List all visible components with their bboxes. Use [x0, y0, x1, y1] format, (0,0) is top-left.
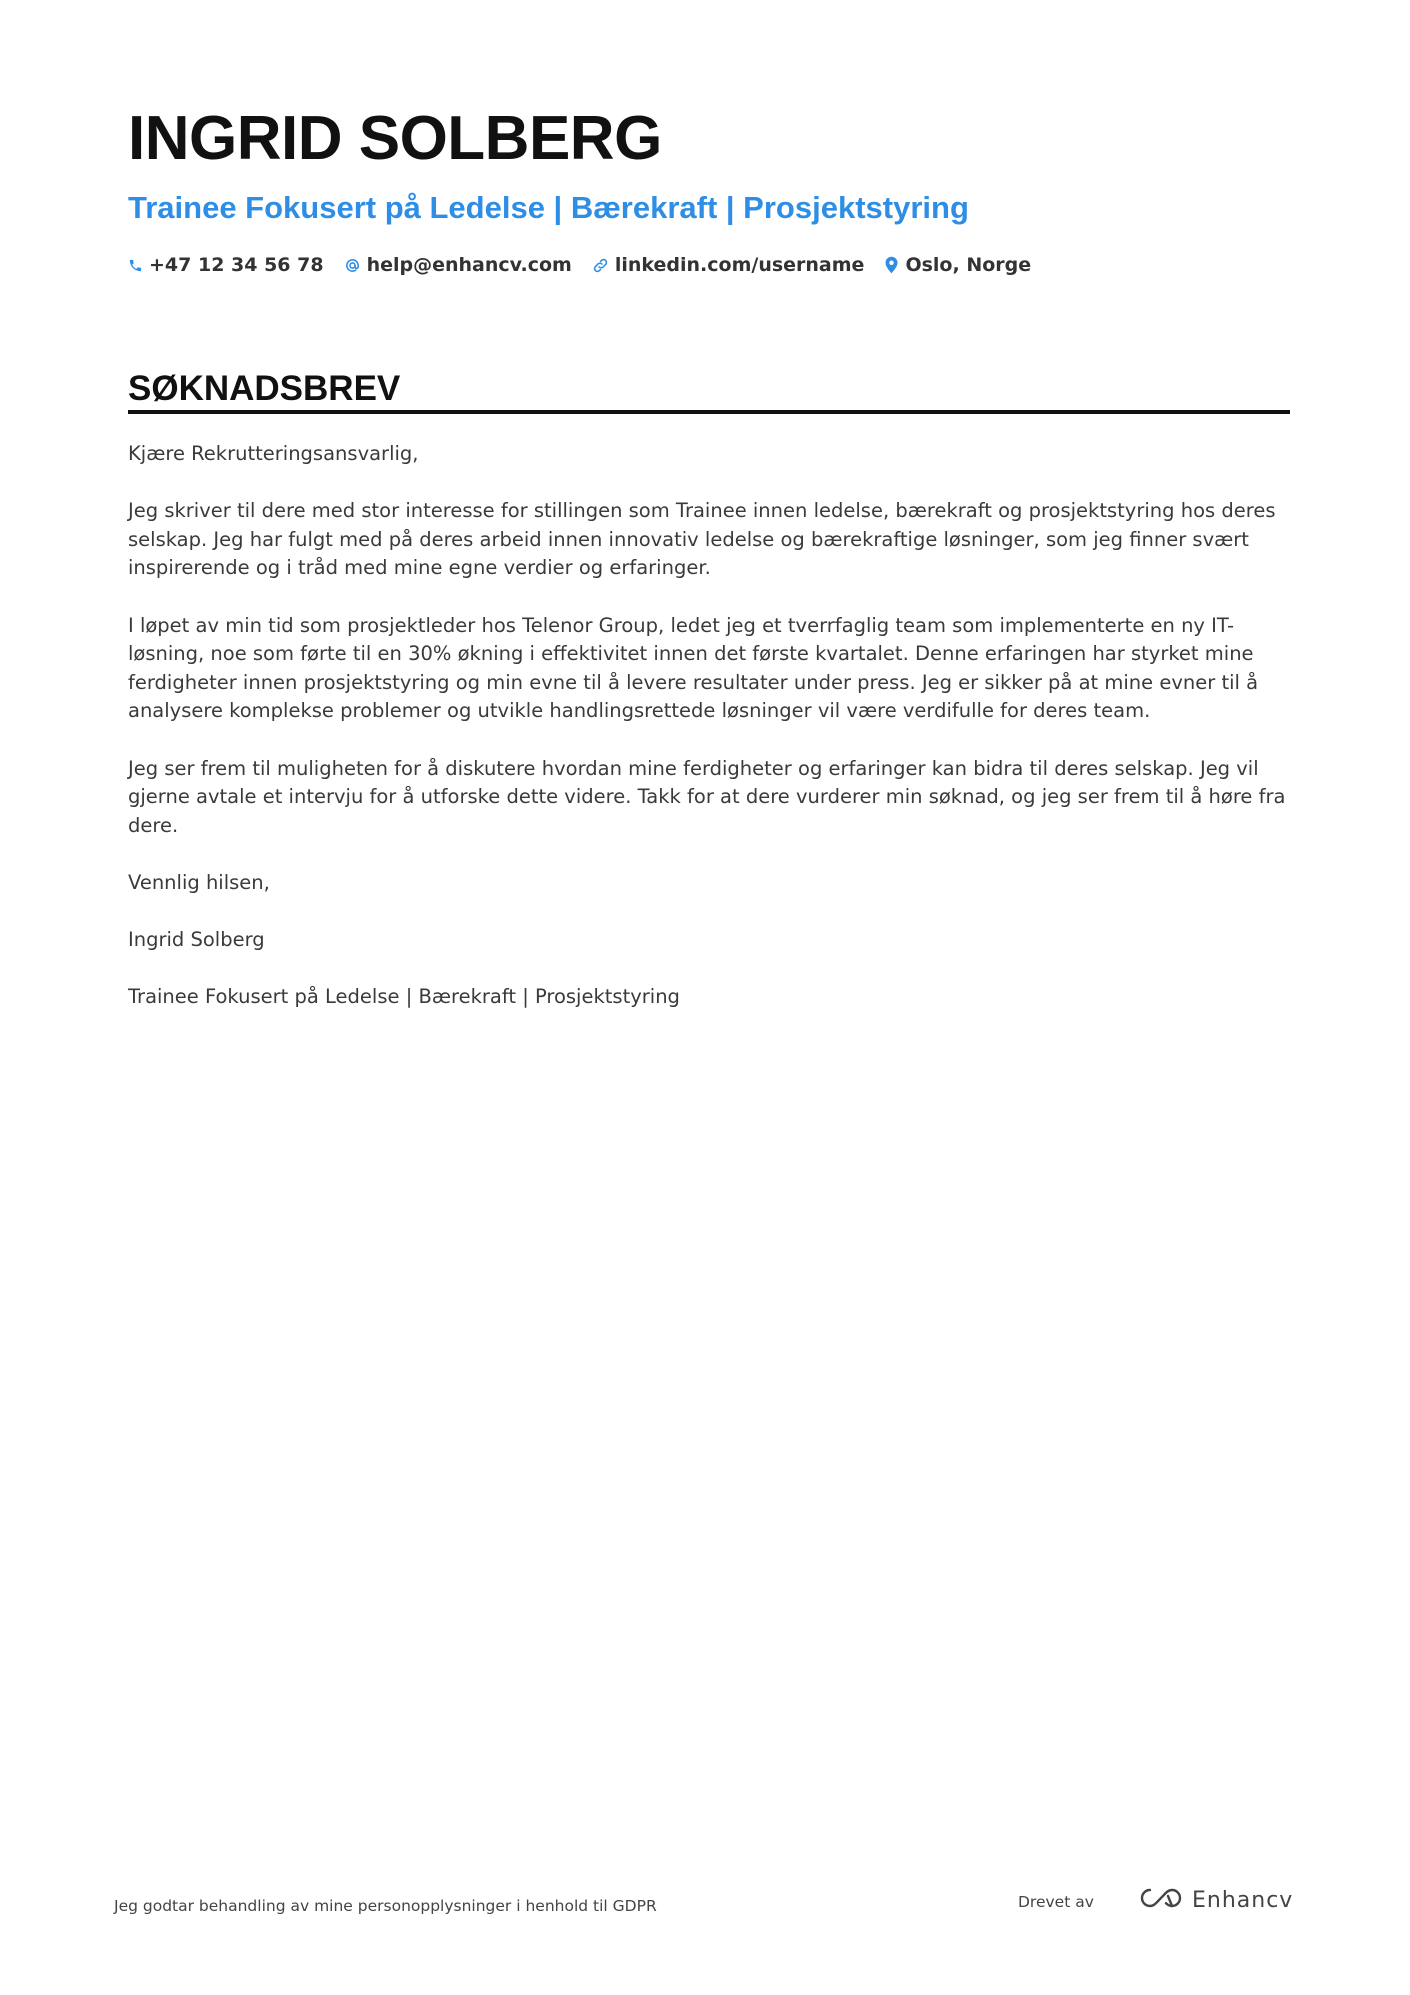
gdpr-consent-text: Jeg godtar behandling av mine personopplysninger i henhold til GDPR — [114, 1897, 657, 1915]
letter-body — [128, 440, 1293, 1040]
letter-paragraph-1: Jeg skriver til dere med stor interesse for stillingen som Trainee innen ledelse, bærekraft og prosjektstyring hos deres selskap. Jeg har fulgt med på deres arbeid innen innovativ ledelse og bærekraftige løsninger, som jeg finner svært inspirerende og i tråd med mine egne verdier og erfaringer. — [128, 499, 1276, 580]
letter-greeting: Kjære Rekrutteringsansvarlig, — [128, 442, 419, 465]
phone-icon — [128, 258, 143, 273]
contact-phone-text: +47 12 34 56 78 — [149, 254, 324, 276]
signature-title: Trainee Fokusert på Ledelse | Bærekraft | Prosjektstyring — [128, 985, 680, 1009]
letter-paragraph-3: Jeg ser frem til muligheten for å diskutere hvordan mine ferdigheter og erfaringer kan bidra til deres selskap. Jeg vil gjerne avtale et intervju for å utforske dette videre. Takk for at dere vurderer min søknad, og jeg ser frem til å høre fra dere. — [128, 756, 1286, 837]
contact-location — [884, 254, 1031, 276]
section-title: SØKNADSBREV — [128, 369, 401, 408]
at-icon — [344, 257, 361, 274]
powered-by-text: Drevet av — [1018, 1893, 1094, 1911]
location-pin-icon — [884, 256, 899, 274]
enhancv-logo[interactable] — [1138, 1886, 1293, 1914]
letter-paragraph-2: I løpet av min tid som prosjektleder hos Telenor Group, ledet jeg et tverrfaglig team som implementerte en ny IT-løsning, noe som førte til en 30% økning i effektivitet innen det første kvartalet. Denne erfaringen har styrket mine ferdigheter innen prosjektstyring og min evne til å levere resultater under press. Jeg er sikker på at mine evner til å analysere komplekse problemer og utvikle handlingsrettede løsninger vil være verdifulle for deres team. — [128, 613, 1259, 723]
section-divider — [128, 410, 1290, 414]
contact-email[interactable] — [344, 254, 572, 276]
enhancv-infinity-icon — [1138, 1886, 1184, 1914]
candidate-name: INGRID SOLBERG — [128, 104, 662, 173]
signature-name: Ingrid Solberg — [128, 928, 265, 952]
letter-closing: Vennlig hilsen, — [128, 870, 270, 894]
contact-linkedin[interactable] — [592, 254, 865, 276]
contact-phone — [128, 254, 324, 276]
enhancv-wordmark: Enhancv — [1192, 1887, 1294, 1913]
contact-email-text[interactable]: help@enhancv.com — [366, 254, 572, 276]
contact-linkedin-text[interactable]: linkedin.com/username — [614, 254, 865, 276]
contact-bar — [128, 254, 1031, 276]
link-icon — [592, 257, 609, 274]
candidate-headline: Trainee Fokusert på Ledelse | Bærekraft | Prosjektstyring — [128, 190, 969, 225]
contact-location-text: Oslo, Norge — [905, 254, 1032, 276]
